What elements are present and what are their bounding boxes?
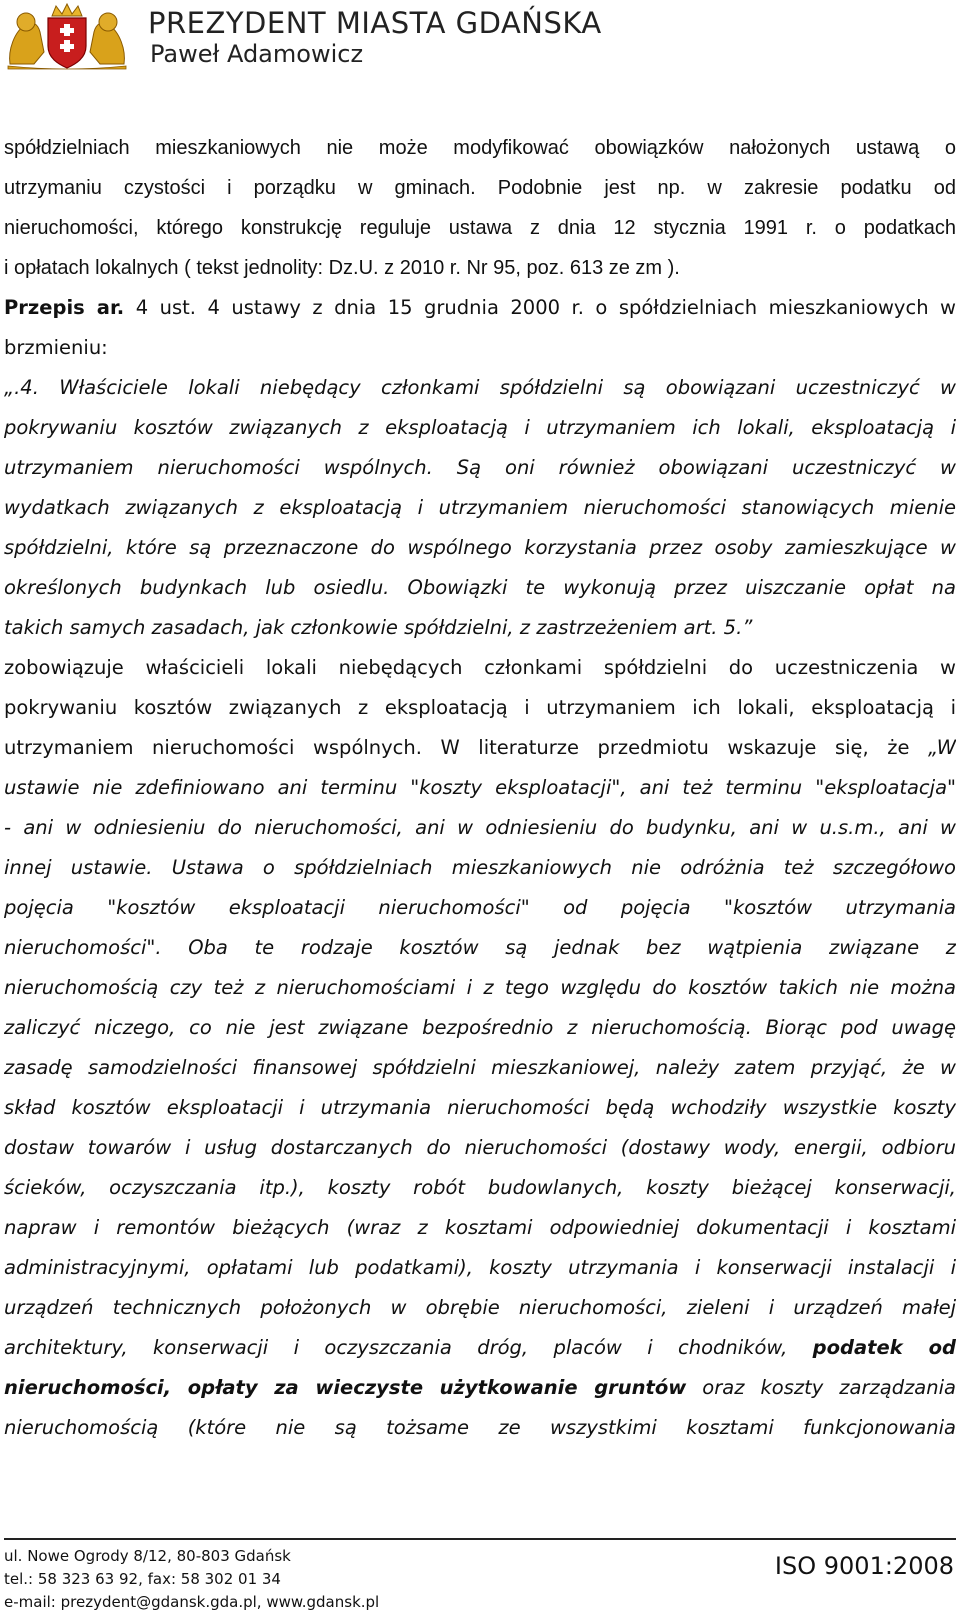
quote-line: ustawie nie zdefiniowano ani terminu "koszty eksploatacji", ani też terminu "eksploatacja" — [4, 776, 956, 799]
footer-phone: tel.: 58 323 63 92, fax: 58 302 01 34 — [4, 1570, 281, 1588]
quote-line: nieruchomością czy też z nieruchomościami i z tego względu do kosztów takich nie można — [4, 976, 956, 999]
bold-italic-text: podatek od — [812, 1336, 956, 1359]
footer-address: ul. Nowe Ogrody 8/12, 80-803 Gdańsk — [4, 1547, 291, 1565]
document-body — [4, 128, 956, 1448]
quote-line — [4, 1328, 956, 1368]
quote-line: zasadę samodzielności finansowej spółdzielni mieszkaniowej, należy zatem przyjąć, że w — [4, 1056, 956, 1079]
quote-line: ścieków, oczyszczania itp.), koszty robót budowlanych, koszty bieżącej konserwacji, — [4, 1176, 956, 1199]
quote-line: - ani w odniesieniu do nieruchomości, ani w odniesieniu do budynku, ani w u.s.m., ani w — [4, 816, 956, 839]
letterhead-subtitle: Paweł Adamowicz — [150, 40, 364, 68]
quote-line: dostaw towarów i usług dostarczanych do nieruchomości (dostawy wody, energii, odbioru — [4, 1136, 956, 1159]
footer-contact — [4, 1545, 379, 1614]
quote-line: spółdzielni, które są przeznaczone do wspólnego korzystania przez osoby zamieszkujące w — [4, 536, 956, 559]
footer-divider — [4, 1538, 956, 1540]
bold-italic-text: nieruchomości, opłaty za wieczyste użytkowanie gruntów — [4, 1376, 687, 1399]
text-line — [4, 728, 956, 768]
bold-text: Przepis ar. — [4, 296, 125, 319]
text-span: utrzymaniem nieruchomości wspólnych. W literaturze przedmiotu wskazuje się, że — [4, 736, 929, 759]
quote-line — [4, 1368, 956, 1408]
italic-text: „W — [928, 736, 956, 759]
quote-line: urządzeń technicznych położonych w obrębie nieruchomości, zieleni i urządzeń małej — [4, 1296, 956, 1319]
letterhead — [0, 0, 960, 72]
gdansk-coat-of-arms-icon — [4, 2, 130, 70]
quote-line: pojęcia "kosztów eksploatacji nieruchomości" od pojęcia "kosztów utrzymania — [4, 896, 956, 919]
text-line: zobowiązuje właścicieli lokali niebędących członkami spółdzielni do uczestniczenia w — [4, 656, 956, 679]
quote-line: zaliczyć niczego, co nie jest związane bezpośrednio z nieruchomością. Biorąc pod uwagę — [4, 1016, 956, 1039]
text-line: i opłatach lokalnych ( tekst jednolity: Dz.U. z 2010 r. Nr 95, poz. 613 ze zm ). — [4, 257, 680, 279]
text-line: utrzymaniu czystości i porządku w gminach. Podobnie jest np. w zakresie podatku od — [4, 177, 956, 199]
text-span: 4 ust. 4 ustawy z dnia 15 grudnia 2000 r. o spółdzielniach mieszkaniowych w — [124, 296, 956, 319]
quote-line: określonych budynkach lub osiedlu. Obowiązki te wykonują przez uiszczanie opłat na — [4, 576, 956, 599]
italic-text: oraz koszty zarządzania — [686, 1376, 956, 1399]
quote-line: wydatkach związanych z eksploatacją i utrzymaniem nieruchomości stanowiących mienie — [4, 496, 956, 519]
italic-text: architektury, konserwacji i oczyszczania dróg, placów i chodników, — [4, 1336, 813, 1359]
text-line — [4, 288, 956, 328]
quote-line: innej ustawie. Ustawa o spółdzielniach mieszkaniowych nie odróżnia też szczegółowo — [4, 856, 956, 879]
quote-line: nieruchomości". Oba te rodzaje kosztów są jednak bez wątpienia związane z — [4, 936, 956, 959]
quote-line: utrzymaniem nieruchomości wspólnych. Są oni również obowiązani uczestniczyć w — [4, 456, 956, 479]
quote-line: napraw i remontów bieżących (wraz z kosztami odpowiedniej dokumentacji i kosztami — [4, 1216, 956, 1239]
quote-line: pokrywaniu kosztów związanych z eksploatacją i utrzymaniem ich lokali, eksploatacją i — [4, 416, 956, 439]
quote-line: administracyjnymi, opłatami lub podatkami), koszty utrzymania i konserwacji instalacji i — [4, 1256, 956, 1279]
letterhead-title: PREZYDENT MIASTA GDAŃSKA — [148, 6, 602, 40]
text-line: brzmieniu: — [4, 336, 108, 359]
quote-line: nieruchomością (które nie są tożsame ze wszystkimi kosztami funkcjonowania — [4, 1416, 956, 1439]
text-line: nieruchomości, którego konstrukcję reguluje ustawa z dnia 12 stycznia 1991 r. o podatkach — [4, 217, 956, 239]
quote-line: skład kosztów eksploatacji i utrzymania nieruchomości będą wchodziły wszystkie koszty — [4, 1096, 956, 1119]
text-line: spółdzielniach mieszkaniowych nie może modyfikować obowiązków nałożonych ustawą o — [4, 137, 956, 159]
quote-line: takich samych zasadach, jak członkowie spółdzielni, z zastrzeżeniem art. 5.” — [4, 616, 753, 639]
footer-email: e-mail: prezydent@gdansk.gda.pl, www.gdansk.pl — [4, 1593, 380, 1611]
quote-line: „.4. Właściciele lokali niebędący członkami spółdzielni są obowiązani uczestniczyć w — [4, 376, 956, 399]
iso-certification: ISO 9001:2008 — [774, 1552, 954, 1580]
text-line: pokrywaniu kosztów związanych z eksploatacją i utrzymaniem ich lokali, eksploatacją i — [4, 696, 956, 719]
